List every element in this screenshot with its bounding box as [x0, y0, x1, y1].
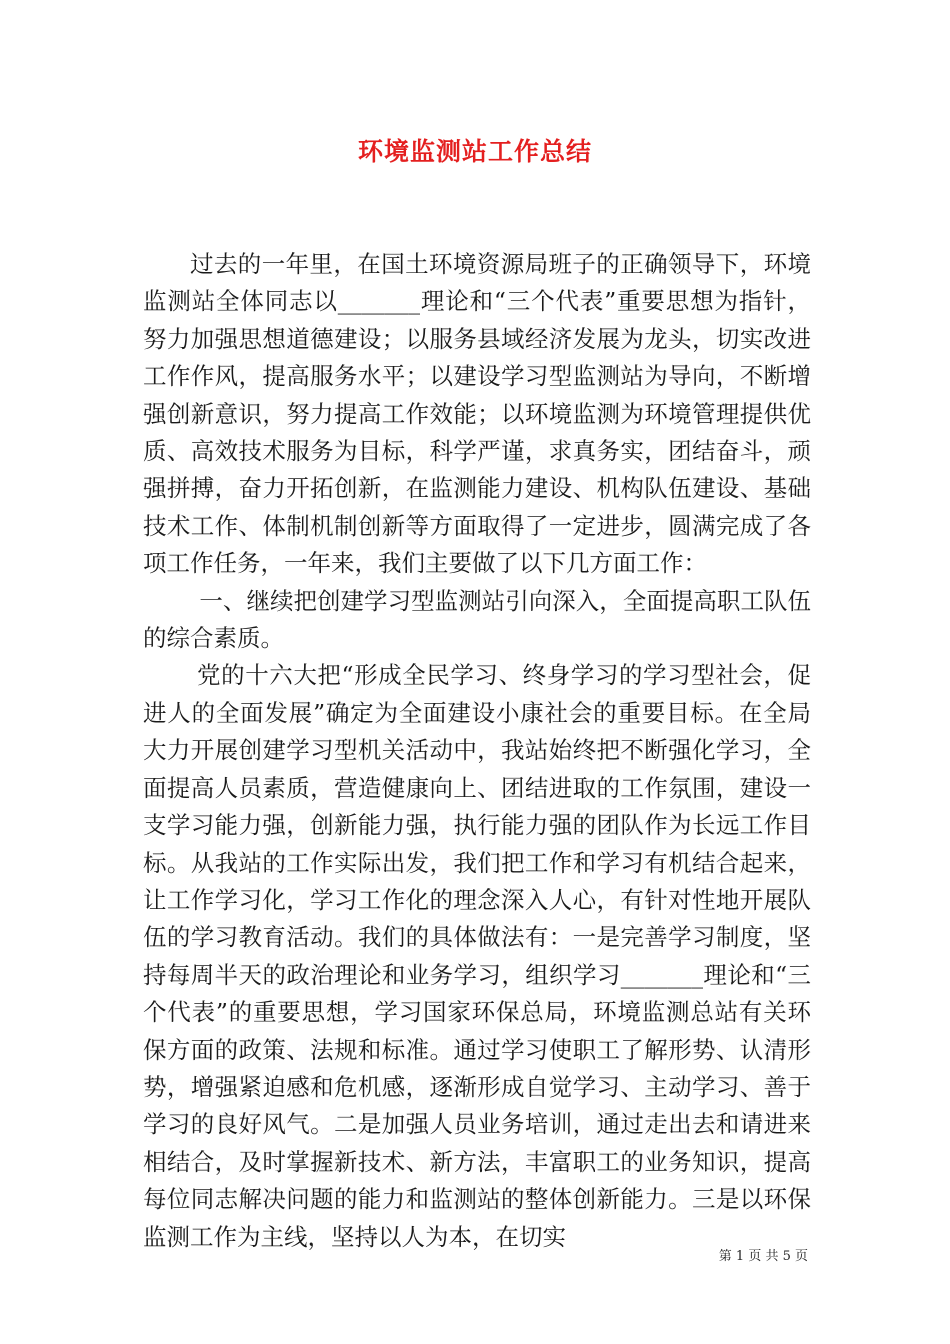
section-heading-1: 一、继续把创建学习型监测站引向深入，全面提高职工队伍的综合素质。 — [143, 586, 811, 653]
document-title: 环境监测站工作总结 — [357, 137, 592, 166]
page-number: 第 1 页 共 5 页 — [718, 1249, 808, 1264]
paragraph-section-1: 党的十六大把“形成全民学习、终身学习的学习型社会，促进人的全面发展”确定为全面建设小康社会的重要目标。在全局大力开展创建学习型机关活动中，我站始终把不断强化学习，全面提高人员素质，营造健康向上、团结进取的工作氛围，建设一支学习能力强，创新能力强，执行能力强的团队作为长远工作目标。从我站的工作实际出发，我们把工作和学习有机结合起来，让工作学习化，学习工作化的理念深入人心，有针对性地开展队伍的学习教育活动。我们的具体做法有：一是完善学习制度，坚持每周半天的政治理论和业务学习，组织学习_______理论和“三个代表”的重要思想，学习国家环保总局，环境监测总站有关环保方面的政策、法规和标准。通过学习使职工了解形势、认清形势，增强紧迫感和危机感，逐渐形成自觉学习、主动学习、善于学习的良好风气。二是加强人员业务培训，通过走出去和请进来相结合，及时掌握新技术、新方法，丰富职工的业务知识，提高每位同志解决问题的能力和监测站的整体创新能力。三是以环保监测工作为主线，坚持以人为本，在切实 — [143, 661, 811, 1251]
document-body — [143, 246, 811, 1256]
paragraph-intro: 过去的一年里，在国土环境资源局班子的正确领导下，环境监测站全体同志以_______理论和“三个代表”重要思想为指针，努力加强思想道德建设；以服务县域经济发展为龙头，切实改进工作作风，提高服务水平；以建设学习型监测站为导向，不断增强创新意识，努力提高工作效能；以环境监测为环境管理提供优质、高效技术服务为目标，科学严谨，求真务实，团结奋斗，顽强拼搏，奋力开拓创新，在监测能力建设、机构队伍建设、基础技术工作、体制机制创新等方面取得了一定进步，圆满完成了各项工作任务，一年来，我们主要做了以下几方面工作： — [143, 250, 811, 578]
